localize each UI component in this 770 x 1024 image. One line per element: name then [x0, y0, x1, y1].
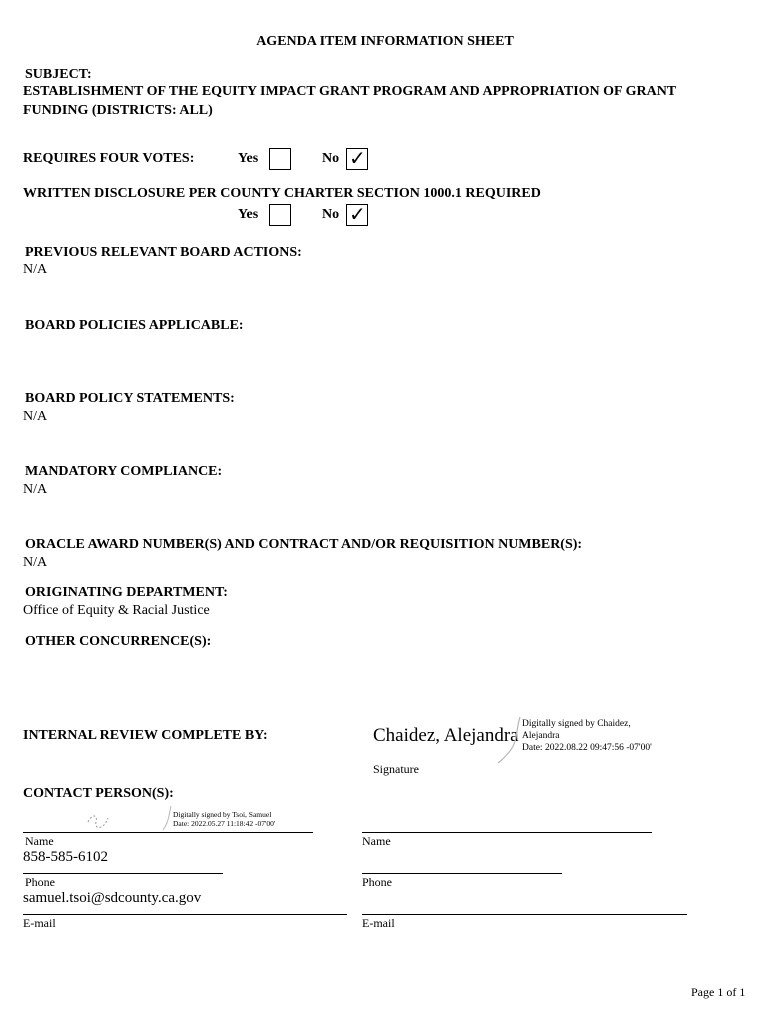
subject-line-1: ESTABLISHMENT OF THE EQUITY IMPACT GRANT PROGRAM AND APPROPRIATION OF GRANT [23, 84, 677, 99]
left-phone-caption: Phone [25, 875, 55, 889]
four-votes-yes-label: Yes [238, 151, 259, 166]
four-votes-no-checkbox[interactable] [346, 148, 368, 170]
disclosure-yes-checkbox[interactable] [269, 204, 291, 226]
left-email-line [23, 914, 347, 915]
originating-department-value: Office of Equity & Racial Justice [23, 603, 210, 618]
digital-signature-chaidez: Digitally signed by Chaidez, Alejandra Date: 2022.08.22 09:47:56 -07'00' [522, 719, 652, 753]
document-title: AGENDA ITEM INFORMATION SHEET [256, 34, 514, 49]
disclosure-no-checkbox[interactable] [346, 204, 368, 226]
signer-name: Chaidez, Alejandra [373, 725, 519, 746]
four-votes-label: REQUIRES FOUR VOTES: [23, 151, 195, 166]
page-number: Page 1 of 1 [691, 985, 746, 999]
checkmark-icon: ✓ [349, 202, 366, 226]
other-concurrence-label: OTHER CONCURRENCE(S): [25, 634, 212, 649]
right-phone-line [362, 873, 562, 874]
previous-actions-value: N/A [23, 262, 48, 277]
oracle-label: ORACLE AWARD NUMBER(S) AND CONTRACT AND/OR REQUISITION NUMBER(S): [25, 537, 583, 552]
signature-scribble-icon [84, 810, 114, 834]
left-name-caption: Name [25, 834, 54, 848]
signature-caption: Signature [373, 762, 419, 776]
digital-signature-tsoi: Digitally signed by Tsoi, Samuel Date: 2022.05.27 11:18:42 -07'00' [173, 810, 276, 828]
contact-label: CONTACT PERSON(S): [23, 786, 174, 801]
policy-statements-label: BOARD POLICY STATEMENTS: [25, 391, 235, 406]
subject-line-2: FUNDING (DISTRICTS: ALL) [23, 103, 213, 118]
policy-statements-value: N/A [23, 409, 48, 424]
contact-phone-value: 858-585-6102 [23, 849, 108, 865]
contact-email-value: samuel.tsoi@sdcounty.ca.gov [23, 890, 202, 906]
four-votes-no-label: No [322, 151, 340, 166]
mandatory-compliance-label: MANDATORY COMPLIANCE: [25, 464, 223, 479]
right-email-caption: E-mail [362, 916, 395, 930]
disclosure-label: WRITTEN DISCLOSURE PER COUNTY CHARTER SECTION 1000.1 REQUIRED [23, 186, 541, 201]
left-phone-line [23, 873, 223, 874]
disclosure-yes-label: Yes [238, 207, 259, 222]
right-phone-caption: Phone [362, 875, 392, 889]
four-votes-yes-checkbox[interactable] [269, 148, 291, 170]
mandatory-compliance-value: N/A [23, 482, 48, 497]
left-email-caption: E-mail [23, 916, 56, 930]
originating-department-label: ORIGINATING DEPARTMENT: [25, 585, 228, 600]
oracle-value: N/A [23, 555, 48, 570]
internal-review-label: INTERNAL REVIEW COMPLETE BY: [23, 728, 268, 743]
previous-actions-label: PREVIOUS RELEVANT BOARD ACTIONS: [25, 245, 302, 260]
right-email-line [362, 914, 687, 915]
subject-label: SUBJECT: [25, 67, 92, 82]
checkmark-icon: ✓ [349, 146, 366, 170]
disclosure-no-label: No [322, 207, 340, 222]
right-name-caption: Name [362, 834, 391, 848]
left-name-line [23, 832, 313, 833]
right-name-line [362, 832, 652, 833]
board-policies-label: BOARD POLICIES APPLICABLE: [25, 318, 244, 333]
